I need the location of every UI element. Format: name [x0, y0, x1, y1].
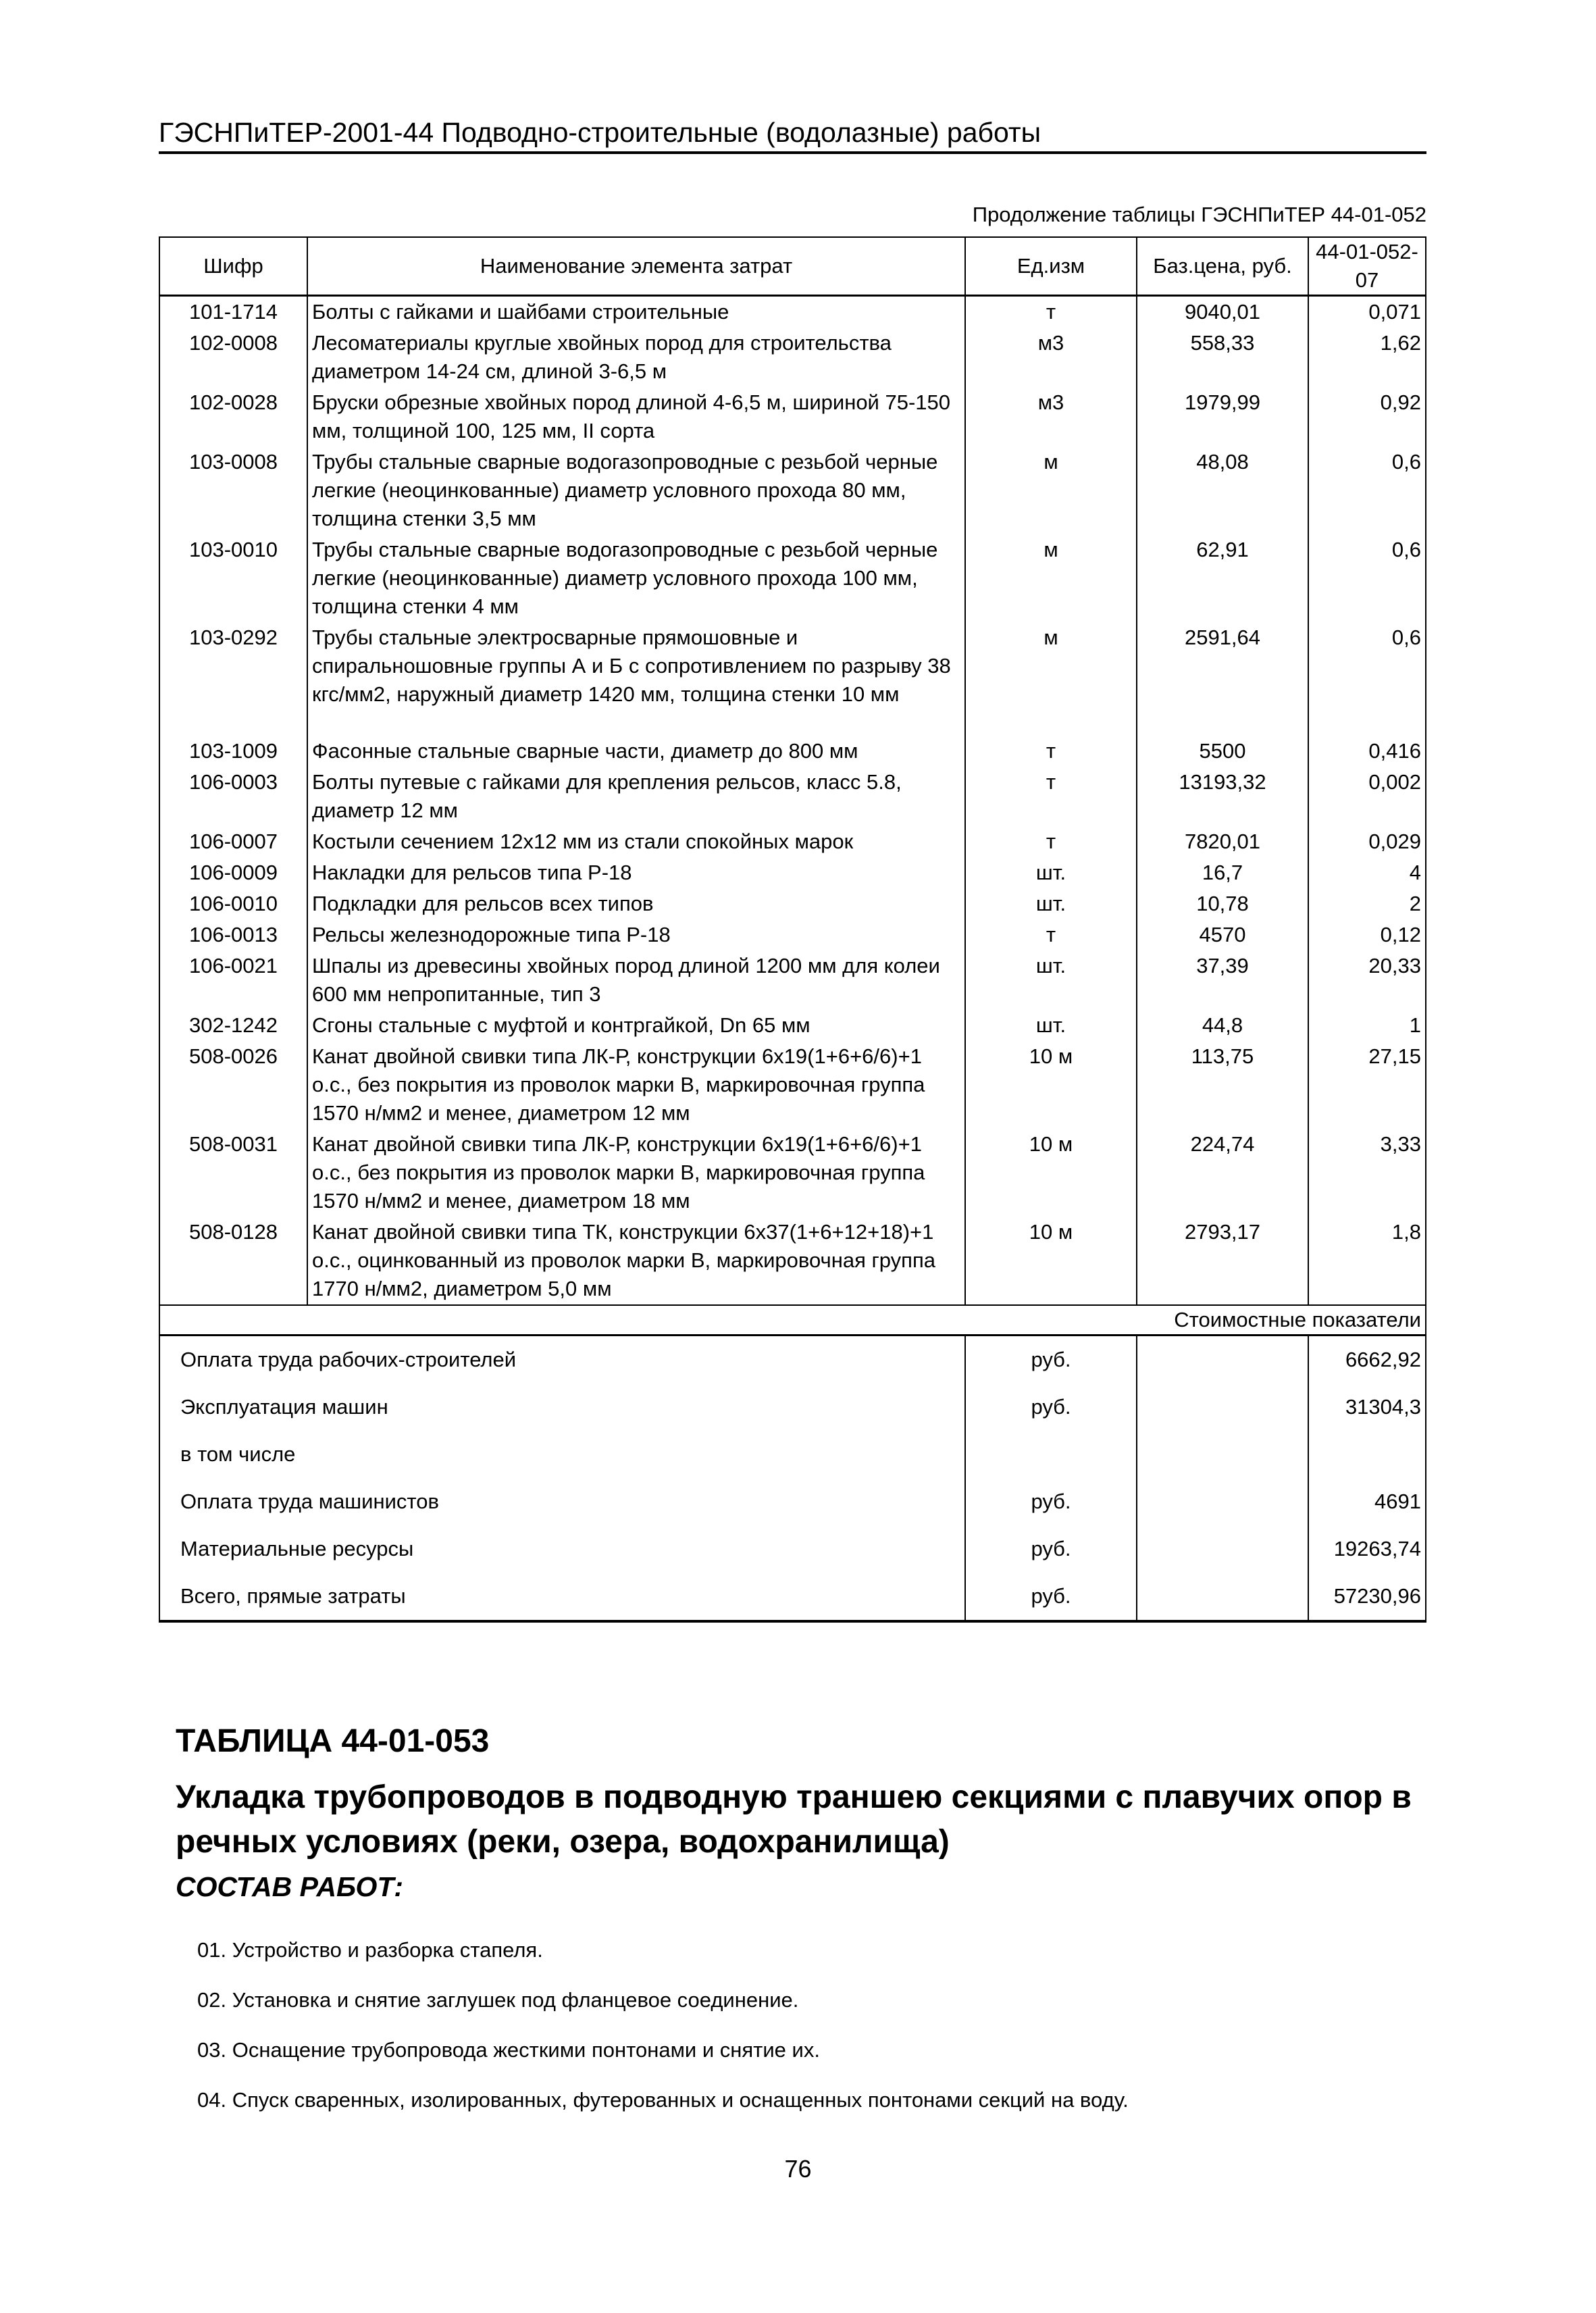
row-price: 1979,99: [1137, 387, 1308, 447]
row-unit: м: [965, 622, 1137, 710]
row-value: 27,15: [1308, 1041, 1426, 1129]
totals-empty-cell: [1137, 1336, 1308, 1384]
totals-unit: руб.: [965, 1525, 1137, 1573]
row-value: 0,92: [1308, 387, 1426, 447]
row-name: Болты путевые с гайками для крепления рельсов, класс 5.8, диаметр 12 мм: [307, 767, 965, 826]
row-name: Канат двойной свивки типа ЛК-Р, конструкции 6x19(1+6+6/6)+1 о.с., без покрытия из проволок марки В, маркировочная группа 1570 н/мм2 и менее, диаметром 18 мм: [307, 1129, 965, 1217]
spacer-row: [159, 710, 1426, 736]
spacer-cell: [1308, 710, 1426, 736]
spacer-cell: [307, 710, 965, 736]
row-unit: 10 м: [965, 1217, 1137, 1305]
row-unit: шт.: [965, 857, 1137, 888]
table-row: [159, 387, 1426, 447]
row-value: 0,071: [1308, 296, 1426, 328]
row-code: 103-0010: [159, 534, 307, 622]
totals-value: 6662,92: [1308, 1336, 1426, 1384]
page-header: ГЭСНПиТЕР-2001-44 Подводно-строительные (водолазные) работы: [159, 115, 1426, 154]
table-row: [159, 950, 1426, 1010]
row-price: 2591,64: [1137, 622, 1308, 710]
row-code: 101-1714: [159, 296, 307, 328]
row-price: 13193,32: [1137, 767, 1308, 826]
totals-row: [159, 1573, 1426, 1621]
row-name: Сгоны стальные с муфтой и контргайкой, Dn 65 мм: [307, 1010, 965, 1041]
works-composition-label: СОСТАВ РАБОТ:: [176, 1871, 404, 1902]
table-row: [159, 296, 1426, 328]
row-code: 508-0031: [159, 1129, 307, 1217]
totals-empty-cell: [1137, 1383, 1308, 1431]
row-price: 44,8: [1137, 1010, 1308, 1041]
row-name: Накладки для рельсов типа Р-18: [307, 857, 965, 888]
row-price: 2793,17: [1137, 1217, 1308, 1305]
totals-empty-cell: [1137, 1478, 1308, 1525]
row-unit: м: [965, 447, 1137, 534]
table-row: [159, 1041, 1426, 1129]
row-price: 5500: [1137, 736, 1308, 767]
totals-value: 57230,96: [1308, 1573, 1426, 1621]
section-title: ТАБЛИЦА 44-01-053: [176, 1723, 490, 1759]
row-unit: м: [965, 534, 1137, 622]
row-price: 113,75: [1137, 1041, 1308, 1129]
table-header-row: [159, 237, 1426, 296]
totals-value: 31304,3: [1308, 1383, 1426, 1431]
row-code: 106-0013: [159, 919, 307, 950]
row-unit: т: [965, 296, 1137, 328]
row-name: Лесоматериалы круглые хвойных пород для строительства диаметром 14-24 см, длиной 3-6,5 м: [307, 328, 965, 387]
table-row: [159, 622, 1426, 710]
row-code: 106-0021: [159, 950, 307, 1010]
resources-table: [159, 236, 1426, 1623]
row-code: 302-1242: [159, 1010, 307, 1041]
spacer-cell: [965, 710, 1137, 736]
row-name: Бруски обрезные хвойных пород длиной 4-6,5 м, шириной 75-150 мм, толщиной 100, 125 мм, II сорта: [307, 387, 965, 447]
totals-row: [159, 1383, 1426, 1431]
table-row: [159, 1129, 1426, 1217]
row-price: 224,74: [1137, 1129, 1308, 1217]
row-code: 508-0128: [159, 1217, 307, 1305]
totals-unit: руб.: [965, 1336, 1137, 1384]
row-price: 9040,01: [1137, 296, 1308, 328]
row-price: 48,08: [1137, 447, 1308, 534]
totals-label: Оплата труда машинистов: [159, 1478, 965, 1525]
totals-label: в том числе: [159, 1431, 965, 1478]
row-unit: шт.: [965, 888, 1137, 919]
row-value: 3,33: [1308, 1129, 1426, 1217]
row-name: Канат двойной свивки типа ЛК-Р, конструкции 6x19(1+6+6/6)+1 о.с., без покрытия из проволок марки В, маркировочная группа 1570 н/мм2 и менее, диаметром 12 мм: [307, 1041, 965, 1129]
row-name: Фасонные стальные сварные части, диаметр до 800 мм: [307, 736, 965, 767]
row-value: 4: [1308, 857, 1426, 888]
totals-label: Всего, прямые затраты: [159, 1573, 965, 1621]
row-value: 1,8: [1308, 1217, 1426, 1305]
table-row: [159, 857, 1426, 888]
table-row: [159, 328, 1426, 387]
work-item: 01. Устройство и разборка стапеля.: [197, 1938, 543, 1962]
cost-indicators-label: Стоимостные показатели: [159, 1305, 1426, 1336]
row-name: Трубы стальные сварные водогазопроводные с резьбой черные легкие (неоцинкованные) диаметр условного прохода 100 мм, толщина стенки 4 мм: [307, 534, 965, 622]
table-row: [159, 767, 1426, 826]
row-code: 106-0003: [159, 767, 307, 826]
row-value: 0,6: [1308, 447, 1426, 534]
totals-unit: руб.: [965, 1383, 1137, 1431]
row-value: 1: [1308, 1010, 1426, 1041]
table-row: [159, 736, 1426, 767]
row-price: 4570: [1137, 919, 1308, 950]
totals-value: [1308, 1431, 1426, 1478]
totals-value: 4691: [1308, 1478, 1426, 1525]
totals-row: [159, 1478, 1426, 1525]
work-item: 04. Спуск сваренных, изолированных, футерованных и оснащенных понтонами секций на воду.: [197, 2088, 1129, 2112]
row-price: 558,33: [1137, 328, 1308, 387]
totals-label: Эксплуатация машин: [159, 1383, 965, 1431]
column-header-unit: Ед.изм: [965, 237, 1137, 296]
totals-value: 19263,74: [1308, 1525, 1426, 1573]
row-value: 0,029: [1308, 826, 1426, 857]
totals-empty-cell: [1137, 1525, 1308, 1573]
page-number: 76: [784, 2155, 812, 2183]
row-unit: шт.: [965, 950, 1137, 1010]
row-value: 20,33: [1308, 950, 1426, 1010]
row-code: 102-0028: [159, 387, 307, 447]
row-name: Шпалы из древесины хвойных пород длиной 1200 мм для колеи 600 мм непропитанные, тип 3: [307, 950, 965, 1010]
row-value: 2: [1308, 888, 1426, 919]
table-row: [159, 919, 1426, 950]
totals-empty-cell: [1137, 1573, 1308, 1621]
row-name: Костыли сечением 12x12 мм из стали спокойных марок: [307, 826, 965, 857]
work-item: 02. Установка и снятие заглушек под фланцевое соединение.: [197, 1988, 799, 2012]
row-unit: 10 м: [965, 1041, 1137, 1129]
row-value: 0,12: [1308, 919, 1426, 950]
cost-indicators-row: [159, 1305, 1426, 1336]
totals-unit: [965, 1431, 1137, 1478]
row-unit: шт.: [965, 1010, 1137, 1041]
column-header-code: Шифр: [159, 237, 307, 296]
row-value: 0,416: [1308, 736, 1426, 767]
column-header-name: Наименование элемента затрат: [307, 237, 965, 296]
row-unit: т: [965, 826, 1137, 857]
column-header-price: Баз.цена, руб.: [1137, 237, 1308, 296]
totals-empty-cell: [1137, 1431, 1308, 1478]
row-unit: т: [965, 736, 1137, 767]
row-name: Рельсы железнодорожные типа Р-18: [307, 919, 965, 950]
row-value: 0,6: [1308, 534, 1426, 622]
spacer-cell: [1137, 710, 1308, 736]
table-items: [159, 296, 1426, 1306]
row-unit: м3: [965, 387, 1137, 447]
table-continuation-label: Продолжение таблицы ГЭСНПиТЕР 44-01-052: [972, 203, 1426, 226]
row-value: 1,62: [1308, 328, 1426, 387]
row-code: 508-0026: [159, 1041, 307, 1129]
row-name: Болты с гайками и шайбами строительные: [307, 296, 965, 328]
table-totals: [159, 1336, 1426, 1622]
row-name: Трубы стальные электросварные прямошовные и спиральношовные группы А и Б с сопротивлением по разрыву 38 кгс/мм2, наружный диаметр 1420 мм, толщина стенки 10 мм: [307, 622, 965, 710]
totals-row: [159, 1525, 1426, 1573]
totals-row: [159, 1431, 1426, 1478]
row-price: 16,7: [1137, 857, 1308, 888]
work-item: 03. Оснащение трубопровода жесткими понтонами и снятие их.: [197, 2038, 820, 2062]
row-value: 0,002: [1308, 767, 1426, 826]
row-code: 102-0008: [159, 328, 307, 387]
totals-row: [159, 1336, 1426, 1384]
column-header-norm: 44-01-052-07: [1308, 237, 1426, 296]
totals-label: Оплата труда рабочих-строителей: [159, 1336, 965, 1384]
table-row: [159, 1010, 1426, 1041]
table-row: [159, 888, 1426, 919]
row-price: 62,91: [1137, 534, 1308, 622]
row-code: 103-1009: [159, 736, 307, 767]
totals-label: Материальные ресурсы: [159, 1525, 965, 1573]
row-price: 37,39: [1137, 950, 1308, 1010]
row-code: 106-0010: [159, 888, 307, 919]
row-price: 10,78: [1137, 888, 1308, 919]
row-code: 106-0007: [159, 826, 307, 857]
row-name: Канат двойной свивки типа ТК, конструкции 6x37(1+6+12+18)+1 о.с., оцинкованный из проволок марки В, маркировочная группа 1770 н/мм2, диаметром 5,0 мм: [307, 1217, 965, 1305]
row-unit: т: [965, 767, 1137, 826]
table-row: [159, 826, 1426, 857]
table-row: [159, 534, 1426, 622]
row-code: 103-0292: [159, 622, 307, 710]
row-name: Трубы стальные сварные водогазопроводные с резьбой черные легкие (неоцинкованные) диаметр условного прохода 80 мм, толщина стенки 3,5 мм: [307, 447, 965, 534]
row-price: 7820,01: [1137, 826, 1308, 857]
row-unit: м3: [965, 328, 1137, 387]
row-code: 106-0009: [159, 857, 307, 888]
totals-unit: руб.: [965, 1478, 1137, 1525]
row-code: 103-0008: [159, 447, 307, 534]
row-name: Подкладки для рельсов всех типов: [307, 888, 965, 919]
section-subtitle: Укладка трубопроводов в подводную траншею секциями с плавучих опор в речных условиях (реки, озера, водохранилища): [176, 1779, 1412, 1860]
table-row: [159, 447, 1426, 534]
row-unit: 10 м: [965, 1129, 1137, 1217]
table-row: [159, 1217, 1426, 1305]
spacer-cell: [159, 710, 307, 736]
row-value: 0,6: [1308, 622, 1426, 710]
totals-unit: руб.: [965, 1573, 1137, 1621]
row-unit: т: [965, 919, 1137, 950]
works-list: [197, 1925, 1129, 2125]
